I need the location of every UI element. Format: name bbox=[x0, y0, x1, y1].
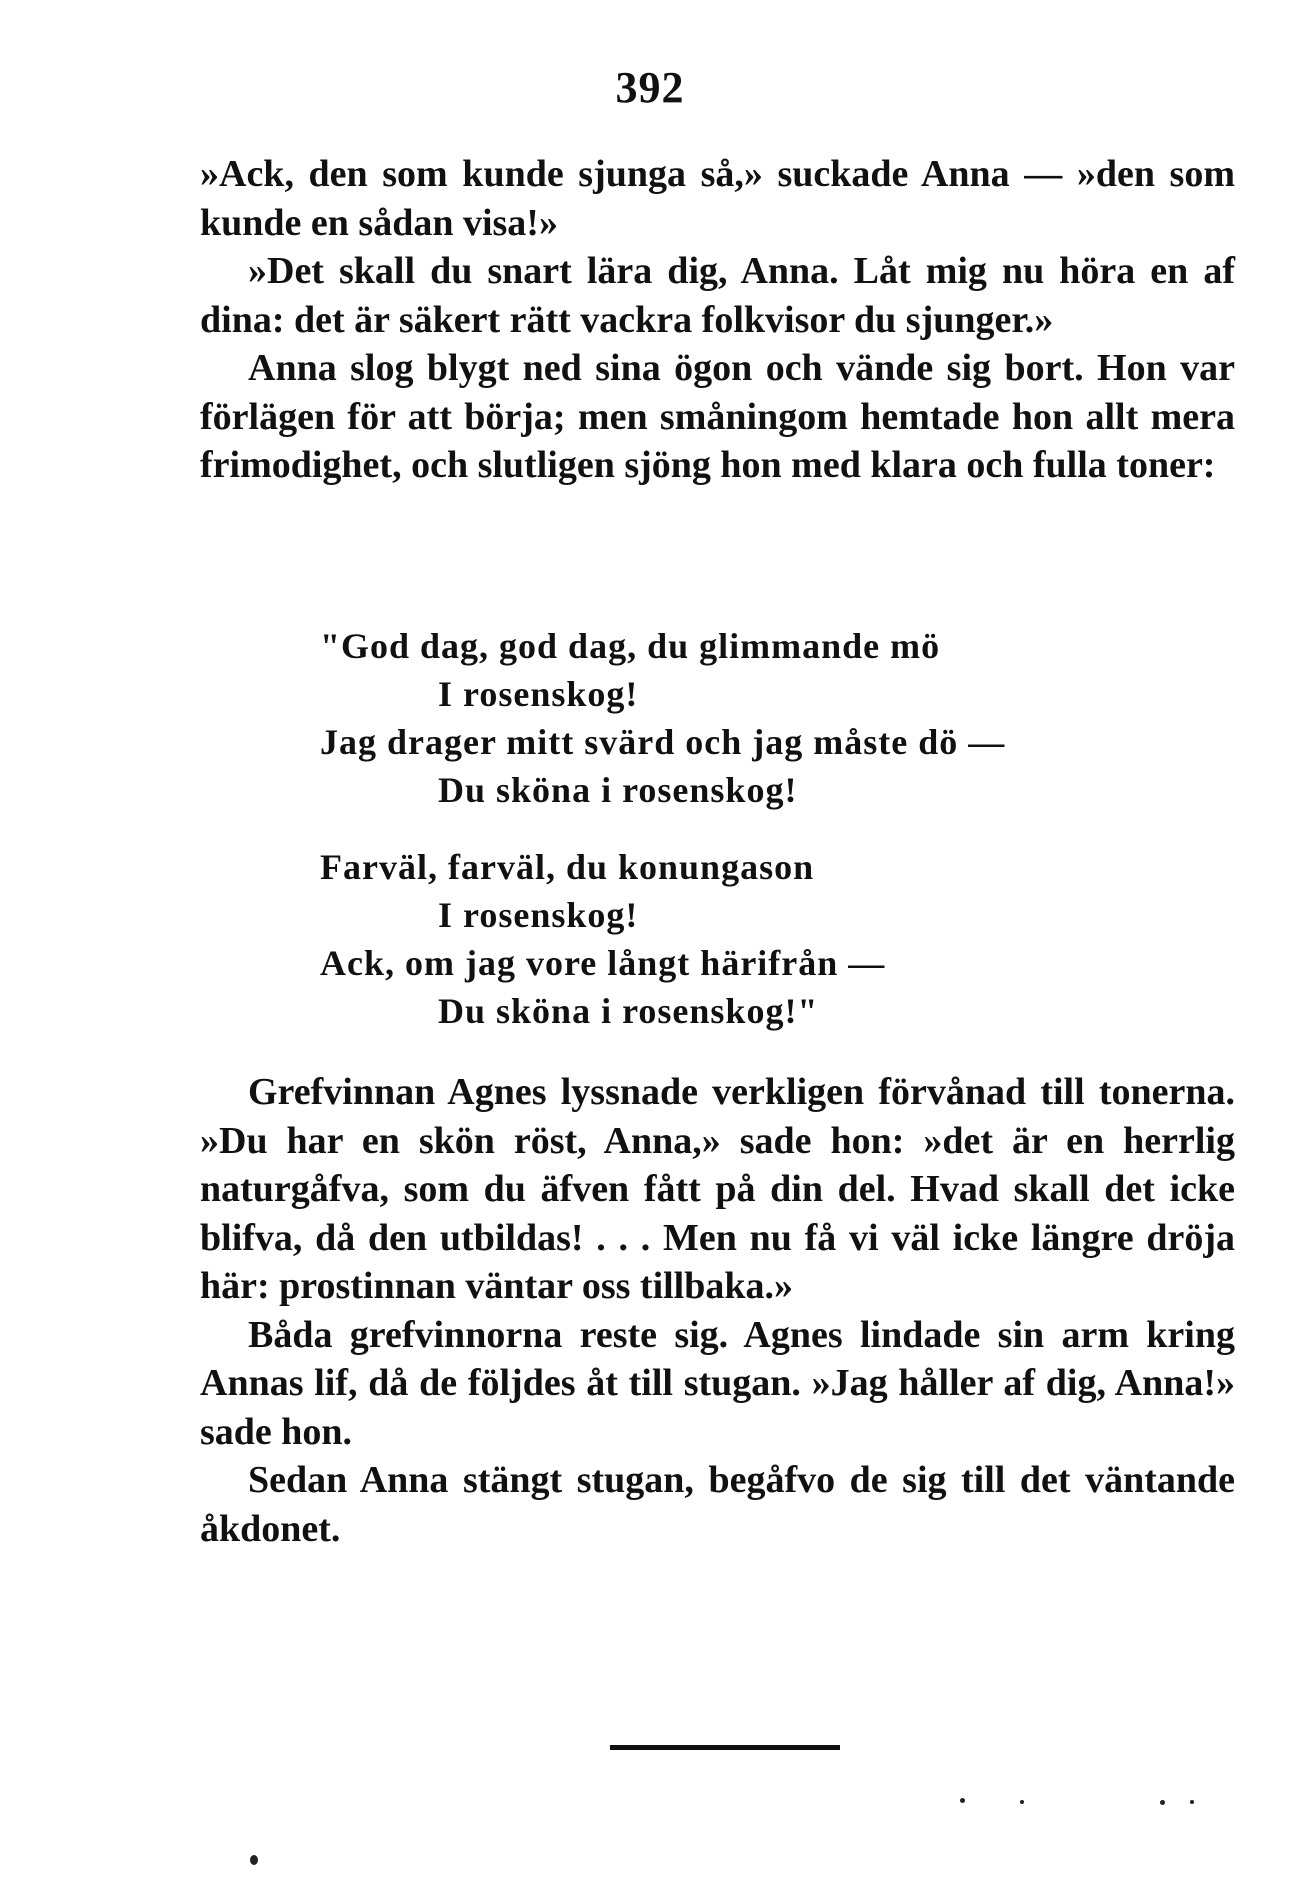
paragraph: »Ack, den som kunde sjunga så,» suckade Anna — »den som kunde en sådan visa!» bbox=[200, 153, 1235, 244]
text-block-bottom bbox=[200, 1068, 1235, 1553]
verse-line: Farväl, farväl, du konungason bbox=[320, 847, 815, 887]
print-speck bbox=[1160, 1800, 1165, 1805]
verse-line: I rosenskog! bbox=[438, 895, 639, 935]
verse-line: "God dag, god dag, du glimmande mö bbox=[320, 626, 941, 666]
print-speck bbox=[960, 1798, 965, 1803]
verse-line: Du sköna i rosenskog! bbox=[438, 770, 798, 810]
song-stanza-1 bbox=[320, 622, 1005, 814]
print-speck bbox=[1190, 1800, 1194, 1804]
text-block-top bbox=[200, 150, 1235, 490]
song-stanza-2 bbox=[320, 843, 885, 1035]
paragraph: Grefvinnan Agnes lyssnade verkligen förvånad till tonerna. »Du har en skön röst, Anna,» sade hon: »det är en herrlig naturgåfva, som du äfven fått på din del. Hvad skall det icke blifva, då den utbildas! . . . Men nu få vi väl icke längre dröja här: prostinnan väntar oss tillbaka.» bbox=[200, 1071, 1235, 1307]
verse-line: Jag drager mitt svärd och jag måste dö — bbox=[320, 722, 1006, 762]
page-number: 392 bbox=[615, 63, 685, 112]
paragraph: »Det skall du snart lära dig, Anna. Låt mig nu höra en af dina: det är säkert rätt vackra folkvisor du sjunger.» bbox=[200, 250, 1235, 341]
print-speck bbox=[250, 1855, 258, 1865]
paragraph: Anna slog blygt ned sina ögon och vände sig bort. Hon var förlägen för att börja; men småningom hemtade hon allt mera frimodighet, och slutligen sjöng hon med klara och fulla toner: bbox=[200, 347, 1235, 486]
verse-line: Ack, om jag vore långt härifrån — bbox=[320, 943, 886, 983]
verse-line: Du sköna i rosenskog!" bbox=[438, 991, 819, 1031]
verse-line: I rosenskog! bbox=[438, 674, 639, 714]
section-divider-rule bbox=[610, 1745, 840, 1750]
paragraph: Båda grefvinnorna reste sig. Agnes lindade sin arm kring Annas lif, då de följdes åt till stugan. »Jag håller af dig, Anna!» sade hon. bbox=[200, 1313, 1235, 1453]
print-speck bbox=[1020, 1800, 1024, 1804]
paragraph: Sedan Anna stängt stugan, begåfvo de sig till det väntande åkdonet. bbox=[200, 1459, 1235, 1550]
